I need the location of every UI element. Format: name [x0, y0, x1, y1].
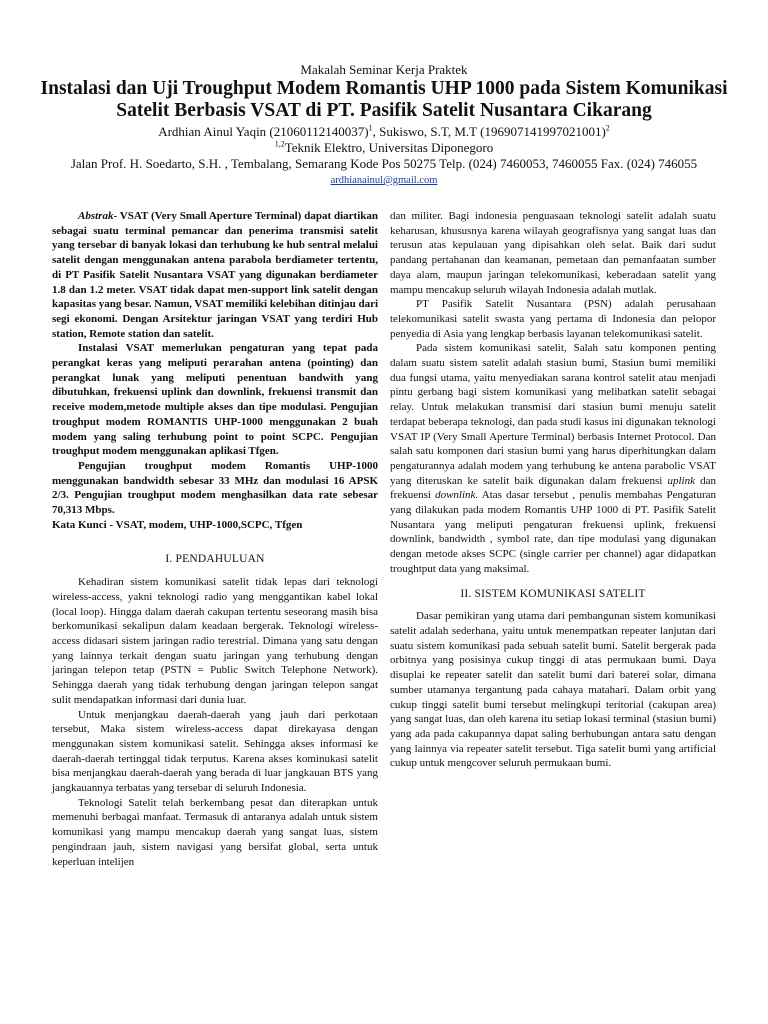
right-column: [390, 209, 716, 771]
section-1-heading: I. PENDAHULUAN: [165, 553, 265, 566]
section-1-paragraph-4: PT Pasifik Satelit Nusantara (PSN) adalah perusahaan telekomunikasi satelit swasta yang pertama di Indonesia dan pelopor penyedia di Asia yang lengkap berbasis layanan telekomunikasi satelit.: [390, 298, 716, 340]
affiliation: [40, 140, 728, 156]
authors: [40, 124, 728, 140]
paper-title: [40, 78, 728, 122]
section-2-paragraph-1: Dasar pemikiran yang utama dari pembangunan sistem komunikasi satelit adalah sederhana, yaitu untuk menempatkan repeater lanjutan dari suatu sistem komunikasi pada sebuah satelit bumi. Satelit bergerak pada orbitnya yang posisinya cukup tinggi di atas permukaan bumi. Daya disuplai ke repeater satelit dan satelit bumi dari baterei solar, dimana sumber utamanya tergantung pada cahaya matahari. Dalam orbit yang cukup tinggi satelit bumi tersebut melingkupi teritorial (cakupan area) yang sangat luas, dan oleh karena itu setiap lokasi terminal (stasiun bumi) yang ada pada cakupannya dapat saling berhubungan antara satu dengan yang lainnya via repeater satelit tersebut. Tiga satelit bumi yang artificial cukup untuk mengcover seluruh permukaan bumi.: [390, 610, 716, 770]
abstract-label: Abstrak: [78, 210, 114, 222]
section-1-paragraph-3: Teknologi Satelit telah berkembang pesat dan diterapkan untuk memenuhi berbagai manfaat. Termasuk di antaranya adalah untuk sistem komunikasi yang mampu mencakup daerah yang sangat luas, sistem pengindraan jauh, sistem navigasi yang bersifat global, serta untuk keperluan intelijen: [52, 796, 378, 868]
section-1-paragraph-5: [390, 341, 716, 576]
abstract-text-1: - VSAT (Very Small Aperture Terminal) dapat diartikan sebagai suatu terminal pemancar dan penerima transmisi satelit yang tersebar di banyak lokasi dan terhubung ke hub sentral melalui satelit dengan menggunakan antena parabola berdiameter tertentu, di PT Pasifik Satelit Nusantara VSAT yang digunakan berdiameter 1.8 dan 1.2 meter. VSAT tidak dapat men-support link satelit dengan kapasitas yang besar. Namun, VSAT memiliki kelebihan ditinjau dari segi ekonomi. Dengan Arsitektur jaringan VSAT yang terdiri Hub station, Remote station dan satelit.: [52, 210, 379, 340]
p5-text-b: dan frekuensi: [390, 474, 716, 502]
author-2: , Sukiswo, S.T, M.T (196907141997021001): [372, 124, 606, 139]
author-1: Ardhian Ainul Yaqin (21060112140037): [158, 124, 369, 139]
p5-uplink: uplink: [667, 474, 695, 487]
email-link[interactable]: ardhianainul@gmail.com: [330, 175, 438, 186]
affiliation-text: Teknik Elektro, Universitas Diponegoro: [284, 140, 494, 155]
title-line-1: Instalasi dan Uji Troughput Modem Romantis UHP 1000 pada Sistem Komunikasi: [40, 78, 728, 99]
abstract-paragraph-1: [52, 209, 378, 341]
section-1-paragraph-3-cont: dan militer. Bagi indonesia penguasaan teknologi satelit adalah suatu keharusan, khususnya karena wilayah geografisnya yang sangat luas dan terusun atas kepulauan yang dipisahkan oleh selat. Baik dari sudut pandang pertahanan dan keamanan, pemetaan dan pemanfaatan sumber daya alam, maupun jaringan telekomunikasi, keberadaan satelit yang mampu mencakup seluruh wilayah Indonesia adalah mutlak.: [390, 210, 716, 296]
affiliation-sup: 1,2: [274, 139, 285, 149]
abstract: [52, 209, 378, 532]
abstract-paragraph-2: Instalasi VSAT memerlukan pengaturan yang tepat pada perangkat keras yang meliputi perarahan antena (pointing) dan perangkat lunak yang meliputi penentuan bandwith yang dibutuhkan, frekuensi uplink dan downlink, frekuensi transmit dan receive modem,metode multiple akses dan tipe modulasi. Pengujian troughput modem ROMANTIS UHP-1000 menggunakan 2 buah modem yang saling terhubung point to point SCPC. Pengujian troughput modem menggunakan aplikasi Tfgen.: [52, 342, 378, 458]
title-line-2: Satelit Berbasis VSAT di PT. Pasifik Satelit Nusantara Cikarang: [116, 100, 652, 121]
p5-downlink: downlink.: [435, 489, 479, 502]
keywords: Kata Kunci - VSAT, modem, UHP-1000,SCPC, Tfgen: [52, 518, 303, 531]
p5-text-a: Pada sistem komunikasi satelit, Salah satu komponen penting dalam suatu sistem satelit adalah stasiun bumi, Stasiun bumi memiliki dua fungsi utama, yaitu menyediakan sarana kontrol satelit atau menjadi pintu gerbang bagi sistem komunikasi yang melibatkan satelit sebagai relay. Untuk melakukan transmisi dari stasiun bumi menuju satelit terdapat beberapa teknologi, dan pada studi kasus ini digunakan teknologi VSAT IP (Very Small Aperture Terminal) berbasis Internet Protocol. Dan salah satu komponen dari stasiun bumi yang harus diperhitungkan dalam pengaturannya adalah modem yang terhubung ke antena parabolic VSAT yang diteruskan ke satelit baik digunakan dalam frekuensi: [390, 342, 716, 487]
abstract-paragraph-3: Pengujian troughput modem Romantis UHP-1000 menggunakan bandwidth sebesar 33 MHz dan modulasi 16 APSK 2/3. Pengujian troughput modem menghasilkan data rate sebesar 70,313 Mbps.: [52, 459, 378, 517]
section-2-heading: II. SISTEM KOMUNIKASI SATELIT: [460, 587, 646, 600]
section-1-paragraph-1: Kehadiran sistem komunikasi satelit tidak lepas dari teknologi wireless-access, yakni teknologi radio yang menggantikan kabel lokal (local loop). Hingga dalam daerah cakupan tertentu seseorang masih bisa berkomunikasi sekalipun dalam keadaan bergerak. Teknologi wireless-access didasari sistem jaringan radio terestrial. Dimana yang satu dengan yang lainnya terkait dengan suatu jaringan yang terhubung dengan jaringan telepon tetap (PSTN = Public Switch Telephone Network). Sehingga daerah yang tidak terhubung dengan jaringan telepon sangat sulit mendapatkan informasi dari dunia luar.: [52, 576, 378, 706]
section-1-paragraph-2: Untuk menjangkau daerah-daerah yang jauh dari perkotaan tersebut, Maka sistem wireless-access dapat direkayasa dengan menggunakan sistem komunikasi satelit. Sehingga akses informasi ke daerah-daerah tertinggal tidak terputus. Karena akses kominukasi satelit bisa menjangkau daerah-daerah yang berada di luar jangkauan BTS yang jangkauannya terbatas yang tersebar di seluruh Indonesia.: [52, 708, 378, 795]
seminar-label: Makalah Seminar Kerja Praktek: [300, 62, 468, 77]
p5-text-c: Atas dasar tersebut , penulis membahas Pengaturan yang dilakukan pada modem Romantis UHP 1000 di PT. Pasifik Satelit Nusantara yang meliputi pengaturan frekuensi uplink, frekuensi downlink, bandwidth , symbol rate, dan tipe modulasi yang digunakan dengan metode akses SCPC (single carrier per channel) agar didapatkan troughtput data yang maksimal.: [390, 489, 716, 575]
left-column: [52, 209, 378, 869]
author-2-sup: 2: [605, 123, 610, 133]
author-1-sup: 1: [368, 123, 373, 133]
paper-header: [40, 62, 728, 188]
address: Jalan Prof. H. Soedarto, S.H. , Tembalang, Semarang Kode Pos 50275 Telp. (024) 7460053, 7460055 Fax. (024) 746055: [70, 156, 698, 171]
